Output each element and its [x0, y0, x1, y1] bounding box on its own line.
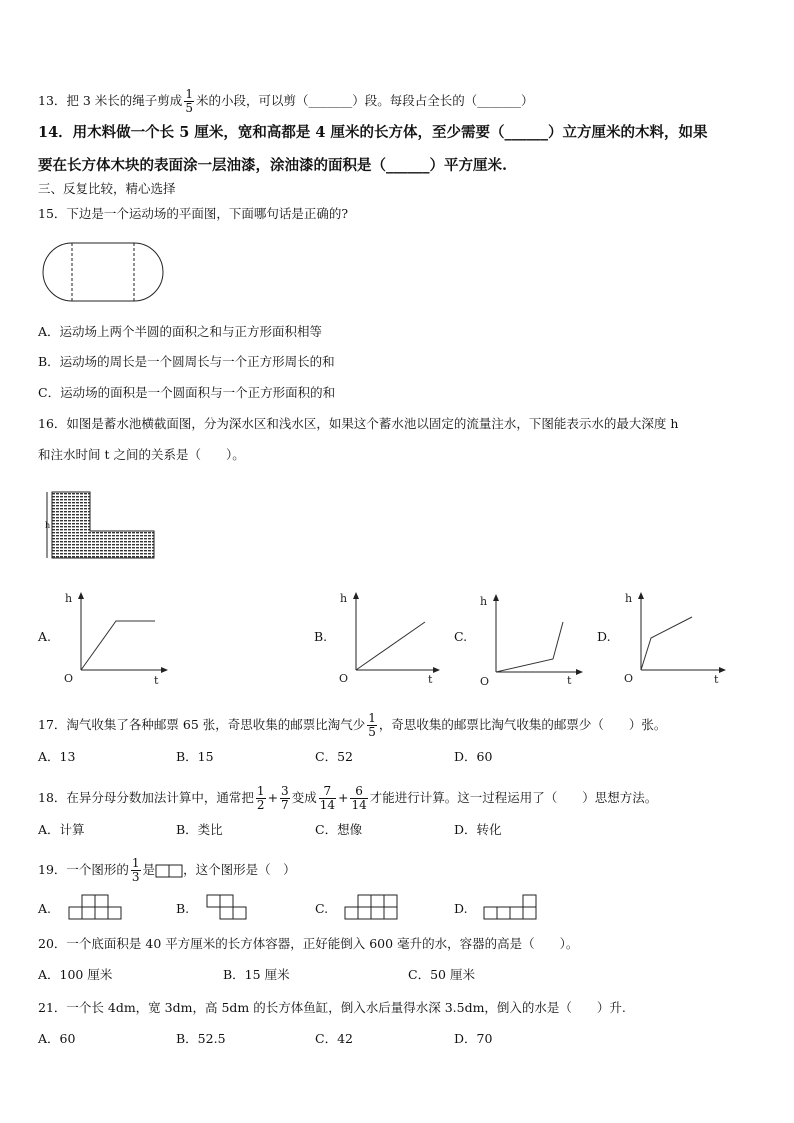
graph-d: [620, 590, 730, 685]
q19-option-d: D.: [454, 901, 468, 916]
svg-text:h: h: [625, 592, 633, 605]
question-18: 18．在异分母分数加法计算中，通常把 $\frac{1}{2}$ + $\frac{3}{7}$ 变成 $\frac{7}{14}$ + $\frac{6}{14}$ 才能进行计算。这一过程运用了（ ）思想方法。: [38, 784, 658, 812]
svg-text:O: O: [339, 672, 349, 685]
graph-b-curve: [356, 622, 425, 670]
q16-option-b: B.: [314, 629, 328, 644]
q17-option-d: D．60: [454, 749, 493, 764]
q19-option-b: B.: [176, 901, 190, 916]
q19-option-c: C.: [315, 901, 329, 916]
fraction: $\frac{1}{3}$: [131, 856, 140, 884]
svg-text:O: O: [480, 675, 490, 688]
question-19: 19．一个图形的 $\frac{1}{3}$ 是 ，这个图形是（ ）: [38, 856, 296, 884]
graph-b: [335, 590, 445, 685]
sports-field-diagram: [42, 242, 167, 304]
graph-a-curve: [81, 621, 155, 670]
svg-text:t: t: [567, 674, 572, 687]
h-label: h: [45, 521, 51, 530]
q20-option-c: C．50 厘米: [408, 967, 475, 982]
field-outline: [43, 243, 163, 301]
question-15-stem: 15．下边是一个运动场的平面图，下面哪句话是正确的?: [38, 206, 349, 221]
q17-option-a: A．13: [38, 749, 76, 764]
q17-option-b: B．15: [176, 749, 214, 764]
fraction: $\frac{6}{14}$: [351, 784, 367, 812]
q21-option-d: D．70: [454, 1031, 493, 1046]
q19-figure-a: [68, 893, 128, 923]
graph-c: [475, 590, 585, 688]
svg-text:h: h: [480, 595, 488, 608]
q21-option-b: B．52.5: [176, 1031, 226, 1046]
svg-text:O: O: [64, 672, 74, 685]
q17-option-c: C．52: [315, 749, 353, 764]
fraction: $\frac{1}{2}$: [256, 784, 265, 812]
q15-option-a: A．运动场上两个半圆的面积之和与正方形面积相等: [38, 324, 323, 339]
question-21: 21．一个长 4dm，宽 3dm，高 5dm 的长方体鱼缸，倒入水后量得水深 3.5dm，倒入的水是（ ）升.: [38, 1000, 626, 1015]
q21-option-c: C．42: [315, 1031, 353, 1046]
q20-option-b: B．15 厘米: [223, 967, 290, 982]
q18-option-b: B．类比: [176, 822, 223, 837]
q18-option-a: A．计算: [38, 822, 85, 837]
graph-c-curve: [496, 622, 563, 672]
q19-figure-b: [206, 893, 256, 923]
svg-text:t: t: [714, 673, 719, 686]
q18-option-c: C．想像: [315, 822, 363, 837]
svg-text:t: t: [154, 674, 159, 687]
graph-a: [60, 590, 170, 685]
q19-figure-d: [483, 893, 543, 923]
svg-text:t: t: [428, 673, 433, 686]
graph-d-curve: [641, 617, 692, 670]
q15-option-c: C．运动场的面积是一个圆面积与一个正方形面积的和: [38, 385, 336, 400]
question-13: 13．把 3 米长的绳子剪成 $\frac{1}{5}$ 米的小段，可以剪（_______）段。每段占全长的（_______）: [38, 87, 534, 115]
question-16-line-2: 和注水时间 t 之间的关系是（ ）。: [38, 447, 245, 462]
question-16-line-1: 16．如图是蓄水池横截面图，分为深水区和浅水区，如果这个蓄水池以固定的流量注水，下图能表示水的最大深度 h: [38, 416, 679, 431]
pool-water: [52, 492, 154, 558]
q15-option-b: B．运动场的周长是一个圆周长与一个正方形周长的和: [38, 354, 335, 369]
q16-option-c: C.: [454, 629, 468, 644]
q20-option-a: A．100 厘米: [38, 967, 113, 982]
pool-cross-section: [44, 490, 159, 565]
question-14-line-1: 14．用木料做一个长 5 厘米，宽和高都是 4 厘米的长方体，至少需要（______）立方厘米的木料，如果: [38, 124, 708, 141]
question-14-line-2: 要在长方体木块的表面涂一层油漆，涂油漆的面积是（______）平方厘米.: [38, 157, 508, 174]
svg-text:h: h: [65, 592, 73, 605]
q21-option-a: A．60: [38, 1031, 76, 1046]
fraction: $\frac{7}{14}$: [319, 784, 335, 812]
svg-text:O: O: [624, 672, 634, 685]
section-heading: 三、反复比较，精心选择: [38, 181, 176, 196]
q19-figure-c: [344, 893, 404, 923]
q18-option-d: D．转化: [454, 822, 502, 837]
q16-option-a: A.: [38, 629, 52, 644]
two-square-figure: [155, 864, 183, 878]
q19-option-a: A.: [38, 901, 52, 916]
q16-option-d: D.: [597, 629, 611, 644]
question-20: 20．一个底面积是 40 平方厘米的长方体容器，正好能倒入 600 毫升的水，容器的高是（ ）。: [38, 936, 579, 951]
fraction: $\frac{3}{7}$: [281, 784, 289, 812]
fraction: $\frac{1}{5}$: [368, 711, 376, 739]
question-17: 17．淘气收集了各种邮票 65 张，奇思收集的邮票比淘气少 $\frac{1}{5}$ ，奇思收集的邮票比淘气收集的邮票少（ ）张。: [38, 711, 667, 739]
svg-text:h: h: [340, 592, 348, 605]
fraction: $\frac{1}{5}$: [185, 87, 193, 115]
